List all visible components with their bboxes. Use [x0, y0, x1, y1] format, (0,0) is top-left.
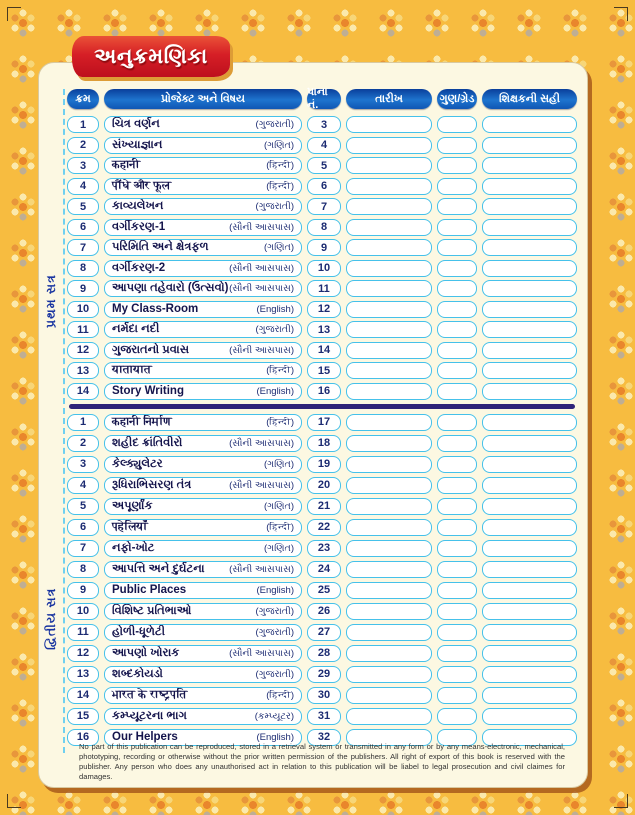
date-blank-cell — [346, 383, 432, 400]
page-number-cell: 14 — [307, 342, 341, 359]
date-blank-cell — [346, 687, 432, 705]
page-number-cell: 8 — [307, 219, 341, 236]
sign-blank-cell — [482, 342, 577, 359]
row-number-cell: 2 — [67, 435, 99, 453]
row-number-cell: 4 — [67, 178, 99, 195]
subject-language: (ગુજરાતી) — [255, 626, 294, 638]
subject-title: રૂધિરાભિસરણ તંત્ર — [112, 478, 192, 491]
page-number-cell: 25 — [307, 582, 341, 600]
subject-language: (ગણિત) — [264, 500, 294, 512]
sign-blank-cell — [482, 435, 577, 453]
row-number-cell: 16 — [67, 729, 99, 747]
subject-language: (हिन्दी) — [266, 160, 294, 171]
subject-title: कहानी — [112, 159, 141, 171]
subject-language: (સૌની આસપાસ) — [229, 221, 294, 233]
subject-cell — [104, 477, 302, 495]
subject-title: ગુજરાતનો પ્રવાસ — [112, 343, 190, 356]
page-number-cell: 26 — [307, 603, 341, 621]
subject-cell — [104, 301, 302, 318]
date-blank-cell — [346, 280, 432, 297]
grade-blank-cell — [437, 239, 477, 256]
table-row — [67, 116, 577, 133]
sign-blank-cell — [482, 540, 577, 558]
date-blank-cell — [346, 477, 432, 495]
sign-blank-cell — [482, 687, 577, 705]
row-number-cell: 15 — [67, 708, 99, 726]
page-number-cell: 6 — [307, 178, 341, 195]
subject-cell — [104, 708, 302, 726]
sign-blank-cell — [482, 219, 577, 236]
subject-title: અપૂર્ણાંક — [112, 499, 153, 512]
row-number-cell: 12 — [67, 645, 99, 663]
page-number-cell: 20 — [307, 477, 341, 495]
header-sign: શિક્ષકની સહી — [482, 89, 577, 109]
header-subject: પ્રોજેક્ટ અને વિષય — [104, 89, 302, 109]
page-number-cell: 17 — [307, 414, 341, 432]
row-number-cell: 10 — [67, 603, 99, 621]
sign-blank-cell — [482, 116, 577, 133]
page-number-cell: 29 — [307, 666, 341, 684]
subject-cell — [104, 687, 302, 705]
subject-language: (સૌની આસપાસ) — [229, 283, 294, 294]
subject-cell — [104, 178, 302, 195]
page-number-cell: 9 — [307, 239, 341, 256]
grade-blank-cell — [437, 280, 477, 297]
subject-cell — [104, 383, 302, 400]
subject-cell — [104, 624, 302, 642]
table-row — [67, 540, 577, 558]
subject-title: આપત્તિ અને દુર્ઘટના — [112, 562, 205, 575]
subject-language: (ગણિત) — [264, 458, 294, 470]
date-blank-cell — [346, 342, 432, 359]
subject-cell — [104, 260, 302, 277]
row-number-cell: 5 — [67, 498, 99, 516]
sign-blank-cell — [482, 498, 577, 516]
subject-cell — [104, 519, 302, 537]
page-number-cell: 32 — [307, 729, 341, 747]
sign-blank-cell — [482, 561, 577, 579]
subject-language: (English) — [256, 303, 294, 315]
table-row — [67, 342, 577, 359]
subject-title: कहानी निर्माण — [112, 415, 172, 428]
page-title: અનુક્રમણિકા — [94, 44, 208, 68]
grade-blank-cell — [437, 498, 477, 516]
section-second-semester — [67, 414, 577, 747]
header-grade: ગુણ/ગ્રેડ — [437, 89, 477, 109]
subject-cell — [104, 456, 302, 474]
subject-language: (हिन्दी) — [266, 180, 294, 192]
date-blank-cell — [346, 456, 432, 474]
subject-title: નફો-ખોટ — [112, 541, 155, 554]
row-number-cell: 9 — [67, 582, 99, 600]
table-row — [67, 687, 577, 705]
subject-title: ચિત્ર વર્ણન — [112, 118, 160, 130]
section-divider — [69, 404, 575, 409]
sign-blank-cell — [482, 456, 577, 474]
date-blank-cell — [346, 178, 432, 195]
subject-cell — [104, 666, 302, 684]
row-number-cell: 9 — [67, 280, 99, 297]
sign-blank-cell — [482, 624, 577, 642]
date-blank-cell — [346, 239, 432, 256]
row-number-cell: 11 — [67, 321, 99, 338]
grade-blank-cell — [437, 456, 477, 474]
date-blank-cell — [346, 260, 432, 277]
sign-blank-cell — [482, 178, 577, 195]
row-number-cell: 10 — [67, 301, 99, 318]
table-row — [67, 435, 577, 453]
sign-blank-cell — [482, 645, 577, 663]
subject-language: (हिन्दी) — [266, 365, 294, 376]
subject-language: (સૌની આસપાસ) — [229, 437, 294, 449]
page-number-cell: 23 — [307, 540, 341, 558]
sign-blank-cell — [482, 708, 577, 726]
page-number-cell: 3 — [307, 116, 341, 133]
subject-cell — [104, 198, 302, 215]
subject-language: (ગણિત) — [264, 139, 294, 151]
subject-cell — [104, 414, 302, 432]
date-blank-cell — [346, 666, 432, 684]
subject-language: (English) — [256, 584, 294, 596]
subject-cell — [104, 582, 302, 600]
table-row — [67, 624, 577, 642]
subject-cell — [104, 239, 302, 256]
page-number-cell: 10 — [307, 260, 341, 277]
subject-language: (ગુજરાતી) — [255, 324, 294, 335]
row-number-cell: 12 — [67, 342, 99, 359]
sign-blank-cell — [482, 603, 577, 621]
subject-language: (સૌની આસપાસ) — [229, 563, 294, 575]
subject-cell — [104, 219, 302, 236]
subject-cell — [104, 362, 302, 379]
date-blank-cell — [346, 561, 432, 579]
grade-blank-cell — [437, 477, 477, 495]
subject-cell — [104, 498, 302, 516]
sign-blank-cell — [482, 362, 577, 379]
title-banner — [72, 36, 230, 77]
grade-blank-cell — [437, 219, 477, 236]
table-row — [67, 362, 577, 379]
row-number-cell: 8 — [67, 260, 99, 277]
table-row — [67, 561, 577, 579]
subject-language: (English) — [256, 731, 294, 743]
grade-blank-cell — [437, 137, 477, 154]
table-row — [67, 456, 577, 474]
crop-mark — [614, 7, 628, 21]
row-number-cell: 14 — [67, 383, 99, 400]
page-number-cell: 28 — [307, 645, 341, 663]
row-number-cell: 6 — [67, 519, 99, 537]
subject-language: (ગણિત) — [264, 542, 294, 554]
sign-blank-cell — [482, 383, 577, 400]
grade-blank-cell — [437, 362, 477, 379]
sign-blank-cell — [482, 137, 577, 154]
table-row — [67, 219, 577, 236]
table-row — [67, 301, 577, 318]
subject-language: (ગણિત) — [264, 242, 294, 253]
sign-blank-cell — [482, 582, 577, 600]
grade-blank-cell — [437, 519, 477, 537]
row-number-cell: 5 — [67, 198, 99, 215]
table-row — [67, 708, 577, 726]
subject-cell — [104, 540, 302, 558]
row-number-cell: 2 — [67, 137, 99, 154]
table-row — [67, 157, 577, 174]
subject-title: यातायात — [112, 364, 152, 376]
section-label-first-semester: પ્રથમ સત્ર — [44, 274, 58, 328]
row-number-cell: 7 — [67, 239, 99, 256]
subject-title: पौंधे और फूल — [112, 179, 172, 192]
grade-blank-cell — [437, 582, 477, 600]
subject-title: Public Places — [112, 584, 187, 597]
page-number-cell: 5 — [307, 157, 341, 174]
page-number-cell: 15 — [307, 362, 341, 379]
section-first-semester — [67, 116, 577, 400]
subject-language: (સૌની આસપાસ) — [229, 647, 294, 659]
sign-blank-cell — [482, 301, 577, 318]
sign-blank-cell — [482, 477, 577, 495]
subject-language: (English) — [256, 385, 294, 397]
subject-title: My Class-Room — [112, 303, 199, 315]
date-blank-cell — [346, 198, 432, 215]
subject-title: વર્ગીકરણ-1 — [112, 220, 166, 233]
sign-blank-cell — [482, 666, 577, 684]
header-date: તારીખ — [346, 89, 432, 109]
sign-blank-cell — [482, 414, 577, 432]
row-number-cell: 1 — [67, 116, 99, 133]
subject-title: વિશિષ્ટ પ્રતિભાઓ — [112, 604, 192, 617]
page-number-cell: 30 — [307, 687, 341, 705]
grade-blank-cell — [437, 435, 477, 453]
subject-title: વર્ગીકરણ-2 — [112, 261, 166, 274]
page-number-cell: 24 — [307, 561, 341, 579]
subject-language: (સૌની આસપાસ) — [229, 479, 294, 491]
grade-blank-cell — [437, 624, 477, 642]
table-row — [67, 414, 577, 432]
subject-title: સંખ્યાજ્ઞાન — [112, 138, 163, 151]
subject-language: (हिन्दी) — [266, 416, 294, 428]
subject-title: Our Helpers — [112, 731, 178, 744]
page-number-cell: 27 — [307, 624, 341, 642]
header-serial: ક્રમ — [67, 89, 99, 109]
subject-title: શબ્દકોયડો — [112, 667, 163, 680]
crop-mark — [7, 7, 21, 21]
row-number-cell: 11 — [67, 624, 99, 642]
subject-cell — [104, 321, 302, 338]
page-number-cell: 22 — [307, 519, 341, 537]
date-blank-cell — [346, 414, 432, 432]
grade-blank-cell — [437, 645, 477, 663]
row-number-cell: 6 — [67, 219, 99, 236]
subject-title: આપણો ખોરાક — [112, 646, 180, 659]
grade-blank-cell — [437, 561, 477, 579]
header-page-no: પાના નં. — [307, 89, 341, 109]
date-blank-cell — [346, 519, 432, 537]
grade-blank-cell — [437, 414, 477, 432]
grade-blank-cell — [437, 198, 477, 215]
grade-blank-cell — [437, 603, 477, 621]
subject-title: पहेलियाँ — [112, 520, 148, 533]
page-number-cell: 21 — [307, 498, 341, 516]
subject-language: (ગુજરાતી) — [255, 201, 294, 212]
date-blank-cell — [346, 540, 432, 558]
subject-language: (સૌની આસપાસ) — [229, 262, 294, 274]
subject-cell — [104, 435, 302, 453]
date-blank-cell — [346, 498, 432, 516]
table-row — [67, 519, 577, 537]
subject-language: (ગુજરાતી) — [255, 119, 294, 130]
table-header-row — [67, 86, 577, 111]
dashed-margin-rule — [63, 89, 65, 753]
date-blank-cell — [346, 624, 432, 642]
date-blank-cell — [346, 645, 432, 663]
row-number-cell: 13 — [67, 362, 99, 379]
row-number-cell: 14 — [67, 687, 99, 705]
page-number-cell: 11 — [307, 280, 341, 297]
subject-cell — [104, 645, 302, 663]
date-blank-cell — [346, 708, 432, 726]
table-row — [67, 582, 577, 600]
table-row — [67, 666, 577, 684]
grade-blank-cell — [437, 178, 477, 195]
page-number-cell: 31 — [307, 708, 341, 726]
grade-blank-cell — [437, 666, 477, 684]
subject-title: હોળી-ધૂળેટી — [112, 625, 165, 638]
content-panel — [38, 62, 588, 788]
date-blank-cell — [346, 116, 432, 133]
table-row — [67, 498, 577, 516]
row-number-cell: 3 — [67, 157, 99, 174]
index-table — [67, 86, 577, 750]
table-row — [67, 239, 577, 256]
date-blank-cell — [346, 362, 432, 379]
row-number-cell: 8 — [67, 561, 99, 579]
page-number-cell: 4 — [307, 137, 341, 154]
subject-language: (કમ્પ્યૂટર) — [254, 710, 294, 722]
grade-blank-cell — [437, 301, 477, 318]
table-row — [67, 137, 577, 154]
date-blank-cell — [346, 157, 432, 174]
grade-blank-cell — [437, 321, 477, 338]
grade-blank-cell — [437, 383, 477, 400]
row-number-cell: 1 — [67, 414, 99, 432]
subject-title: શહીદ ક્રાંતિવીરો — [112, 436, 183, 449]
date-blank-cell — [346, 435, 432, 453]
date-blank-cell — [346, 582, 432, 600]
subject-language: (हिन्दी) — [266, 521, 294, 533]
copyright-notice: No part of this publication can be reproduced, stored in a retrieval system or transmitted in any form or by any means-electronic, mechanical, phototyping, recording or otherwise without the prior written permission of the publishers. All right of export of this book is reserved with the publisher. Any person who does any unauthorised act in relation to this publication will be liabel to legal prosecution and civil claimes for damages. — [79, 741, 565, 781]
subject-title: કેલ્ક્યુલેટર — [112, 457, 163, 470]
sign-blank-cell — [482, 260, 577, 277]
page-number-cell: 7 — [307, 198, 341, 215]
subject-cell — [104, 280, 302, 297]
subject-cell — [104, 157, 302, 174]
section-label-second-semester: દ્વિતીય સત્ર — [44, 587, 58, 651]
sign-blank-cell — [482, 519, 577, 537]
grade-blank-cell — [437, 116, 477, 133]
table-row — [67, 280, 577, 297]
row-number-cell: 3 — [67, 456, 99, 474]
subject-title: भारत के राष्ट्रपति — [112, 688, 188, 701]
grade-blank-cell — [437, 687, 477, 705]
crop-mark — [614, 794, 628, 808]
grade-blank-cell — [437, 157, 477, 174]
page-number-cell: 18 — [307, 435, 341, 453]
subject-title: પરિમિતિ અને ક્ષેત્રફળ — [112, 241, 209, 253]
page-number-cell: 19 — [307, 456, 341, 474]
subject-title: કમ્પ્યૂટરના ભાગ — [112, 709, 187, 722]
grade-blank-cell — [437, 708, 477, 726]
subject-cell — [104, 342, 302, 359]
table-row — [67, 198, 577, 215]
subject-cell — [104, 137, 302, 154]
grade-blank-cell — [437, 342, 477, 359]
table-row — [67, 260, 577, 277]
row-number-cell: 13 — [67, 666, 99, 684]
subject-title: આપણા તહેવારો (ઉત્સવો) — [112, 282, 229, 294]
crop-mark — [7, 794, 21, 808]
table-row — [67, 321, 577, 338]
subject-language: (ગુજરાતી) — [255, 605, 294, 617]
date-blank-cell — [346, 321, 432, 338]
grade-blank-cell — [437, 540, 477, 558]
subject-cell — [104, 116, 302, 133]
subject-title: કાવ્યલેખન — [112, 200, 164, 212]
table-row — [67, 383, 577, 400]
table-row — [67, 178, 577, 195]
row-number-cell: 7 — [67, 540, 99, 558]
page-number-cell: 16 — [307, 383, 341, 400]
subject-title: નર્મદા નદી — [112, 323, 160, 335]
sign-blank-cell — [482, 239, 577, 256]
subject-language: (हिन्दी) — [266, 689, 294, 701]
subject-title: Story Writing — [112, 385, 184, 397]
sign-blank-cell — [482, 280, 577, 297]
sign-blank-cell — [482, 198, 577, 215]
subject-cell — [104, 603, 302, 621]
table-row — [67, 645, 577, 663]
subject-language: (ગુજરાતી) — [255, 668, 294, 680]
sign-blank-cell — [482, 321, 577, 338]
date-blank-cell — [346, 219, 432, 236]
table-row — [67, 477, 577, 495]
grade-blank-cell — [437, 260, 477, 277]
date-blank-cell — [346, 137, 432, 154]
page-number-cell: 12 — [307, 301, 341, 318]
subject-cell — [104, 561, 302, 579]
row-number-cell: 4 — [67, 477, 99, 495]
page-number-cell: 13 — [307, 321, 341, 338]
date-blank-cell — [346, 603, 432, 621]
sign-blank-cell — [482, 157, 577, 174]
subject-language: (સૌની આસપાસ) — [229, 344, 294, 356]
table-row — [67, 603, 577, 621]
date-blank-cell — [346, 301, 432, 318]
